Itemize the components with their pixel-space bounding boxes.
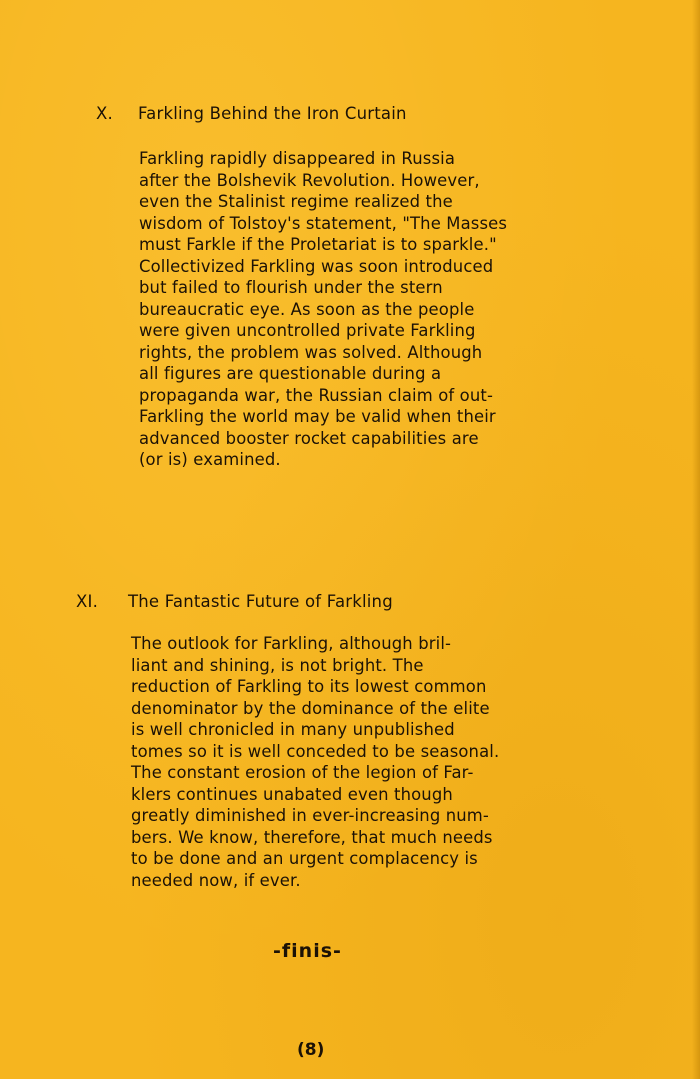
section-title: Farkling Behind the Iron Curtain — [138, 104, 407, 123]
text-line: (or is) examined. — [139, 450, 281, 469]
page-number: (8) — [297, 1040, 325, 1060]
section-number: X. — [96, 104, 113, 123]
section-heading-xi — [76, 592, 393, 611]
text-line: liant and shining, is not bright. The — [131, 655, 424, 675]
text-line: needed now, if ever. — [131, 870, 301, 890]
text-line: Collectivized Farkling was soon introduced — [139, 256, 494, 276]
text-line: klers continues unabated even though — [131, 784, 453, 804]
text-line: even the Stalinist regime realized the — [139, 192, 453, 211]
text-line: after the Bolshevik Revolution. However, — [139, 170, 480, 190]
text-line: but failed to flourish under the stern — [139, 278, 443, 297]
text-line: The outlook for Farkling, although bril- — [131, 634, 452, 653]
text-line: all figures are questionable during a — [139, 364, 442, 383]
text-line: were given uncontrolled private Farkling — [139, 321, 476, 340]
text-line: reduction of Farkling to its lowest common — [131, 677, 487, 696]
text-line: Farkling the world may be valid when their — [139, 407, 496, 426]
text-line: denominator by the dominance of the elite — [131, 698, 490, 718]
text-line: bers. We know, therefore, that much needs — [131, 827, 493, 847]
text-line: tomes so it is well conceded to be seasonal. — [131, 741, 500, 761]
text-line: to be done and an urgent complacency is — [131, 849, 478, 868]
section-body-x — [139, 148, 507, 471]
text-line: must Farkle if the Proletariat is to sparkle." — [139, 235, 497, 254]
text-line: rights, the problem was solved. Although — [139, 342, 483, 362]
text-line: propaganda war, the Russian claim of out- — [139, 385, 494, 405]
text-line: is well chronicled in many unpublished — [131, 720, 455, 739]
text-line: advanced booster rocket capabilities are — [139, 428, 479, 448]
section-title: The Fantastic Future of Farkling — [128, 592, 393, 611]
text-line: Farkling rapidly disappeared in Russia — [139, 149, 456, 168]
section-number: XI. — [76, 592, 99, 611]
text-line: wisdom of Tolstoy's statement, "The Masses — [139, 213, 508, 233]
text-line: greatly diminished in ever-increasing num- — [131, 806, 489, 825]
closing-finis: -finis- — [273, 940, 342, 962]
section-body-xi — [131, 633, 499, 891]
page-edge-shadow — [692, 0, 700, 1079]
text-line: The constant erosion of the legion of Far- — [131, 763, 474, 782]
section-heading-x — [96, 104, 407, 123]
text-line: bureaucratic eye. As soon as the people — [139, 299, 475, 319]
